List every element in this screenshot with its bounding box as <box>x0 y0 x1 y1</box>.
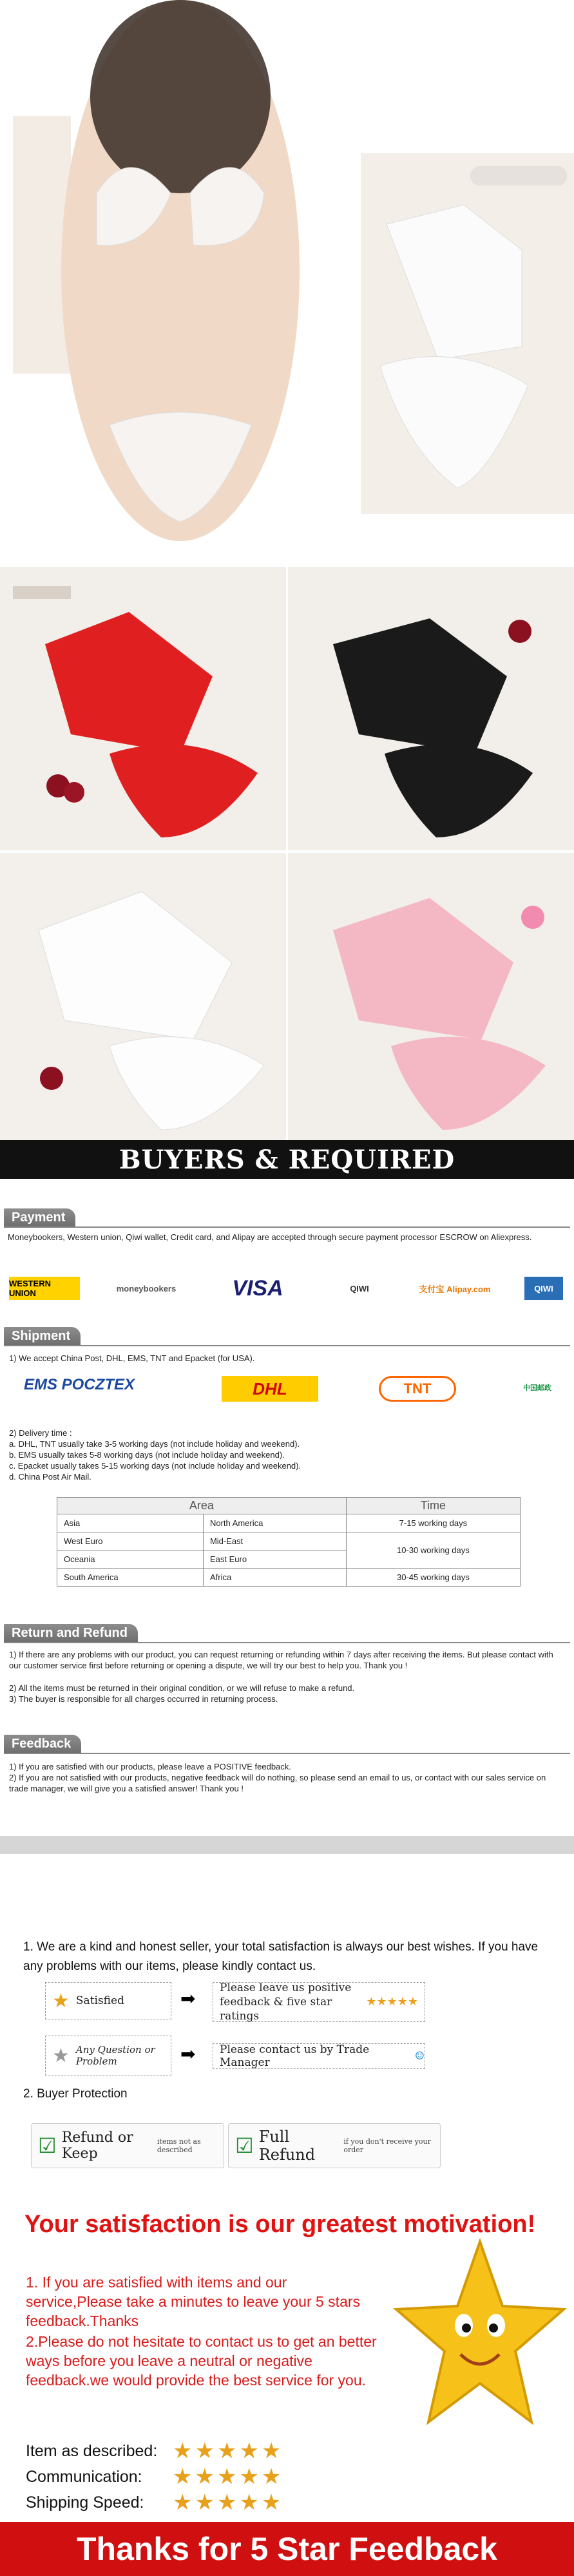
refund-or-keep-sub: items not as described <box>157 2137 201 2154</box>
delivery-title: 2) Delivery time : <box>9 1428 72 1438</box>
delivery-c: c. Epacket usually takes 5-15 working days (not include holiday and weekend). <box>9 1461 301 1471</box>
ems-logo: EMS POCZTEX <box>23 1376 135 1393</box>
moneybookers-logo: moneybookers <box>116 1283 177 1293</box>
delivery-b: b. EMS usually takes 5-8 working days (not include holiday and weekend). <box>9 1450 285 1460</box>
refund-line-1: 1) If there are any problems with our product, you can request returning or refunding within 7 days after receiving the items. But please contact with our customer service first before returning or opening a dispute, we will try our best to help you. Thank you ! <box>9 1650 553 1670</box>
area-cell: Oceania <box>57 1550 204 1569</box>
qiwi-logo-2: QIWI <box>524 1277 563 1300</box>
feedback-heading: Feedback <box>4 1735 81 1753</box>
satisfied-badge <box>45 1982 171 2019</box>
refund-or-keep-card <box>31 2123 224 2168</box>
payment-heading: Payment <box>4 1208 75 1226</box>
trade-manager-box <box>213 2043 425 2069</box>
white-set-photo <box>361 153 574 514</box>
payment-logos <box>9 1275 563 1301</box>
red-set-photo <box>0 567 286 850</box>
time-cell: 30-45 working days <box>346 1569 520 1587</box>
star-mascot <box>393 2235 567 2428</box>
rating-stars-item: ★★★★★ <box>173 2439 284 2463</box>
pink-set-photo <box>288 853 574 1143</box>
satisfaction-p2: 2.Please do not hesitate to contact us to get an better ways before you leave a neutral or negative feedback.we would provide the best service for you. <box>26 2333 377 2389</box>
satisfaction-p1: 1. If you are satisfied with items and our service,Please take a minutes to leave your 5 stars feedback.Thanks <box>26 2274 361 2329</box>
question-badge <box>45 2036 171 2075</box>
check-icon: ☑ <box>235 2133 254 2158</box>
arrow-icon: ➡ <box>180 2044 196 2064</box>
feedback-rule <box>4 1753 570 1754</box>
full-refund-label: Full Refund <box>258 2128 316 2164</box>
dhl-logo: DHL <box>222 1376 318 1402</box>
area-cell: Asia <box>57 1514 204 1532</box>
time-cell: 10-30 working days <box>346 1532 520 1569</box>
rating-stars-shipping: ★★★★★ <box>173 2490 284 2515</box>
five-stars-icon: ★★★★★ <box>366 1995 418 2008</box>
rating-label-communication: Communication: <box>26 2468 142 2486</box>
model-photo <box>0 0 361 554</box>
shipment-heading: Shipment <box>4 1327 81 1345</box>
area-header: Area <box>57 1498 347 1514</box>
table-row <box>57 1514 521 1532</box>
seller-intro: 1. We are a kind and honest seller, your total satisfaction is always our best wishes. If you have any problems with our items, please kindly contact us. <box>23 1940 539 1973</box>
shipment-rule <box>4 1345 570 1346</box>
time-cell: 7-15 working days <box>346 1514 520 1532</box>
china-post-logo: 中国邮政 <box>523 1384 551 1392</box>
question-label: Any Question or Problem <box>75 2044 155 2067</box>
western-union-logo: WESTERN UNION <box>9 1277 80 1300</box>
satisfaction-title: Your satisfaction is our greatest motivation! <box>24 2211 536 2238</box>
trade-manager-icon: ☺ <box>414 2050 425 2063</box>
trade-manager-msg: Please contact us by Trade Manager <box>220 2043 370 2069</box>
satisfied-label: Satisfied <box>75 1994 124 2007</box>
silver-star-icon: ★ <box>52 2044 70 2067</box>
thanks-banner: Thanks for 5 Star Feedback <box>0 2522 574 2576</box>
tnt-logo: TNT <box>379 1376 456 1402</box>
payment-text: Moneybookers, Western union, Qiwi wallet, Credit card, and Alipay are accepted through secure payment processor ESCROW on Aliexpress. <box>8 1232 532 1242</box>
area-cell: East Euro <box>203 1550 346 1569</box>
feedback-line-1: 1) If you are satisfied with our products, please leave a POSITIVE feedback. <box>9 1762 291 1771</box>
delivery-time-table <box>57 1497 521 1587</box>
delivery-a: a. DHL, TNT usually take 3-5 working days (not include holiday and weekend). <box>9 1439 300 1449</box>
check-icon: ☑ <box>38 2133 57 2158</box>
buyers-required-banner: BUYERS & REQUIRED <box>0 1140 574 1179</box>
refund-or-keep-label: Refund or Keep <box>61 2130 133 2162</box>
feedback-line-2: 2) If you are not satisfied with our products, negative feedback will do nothing, so please send an email to us, or contact with our sales service on trade manager, we will give you a satisfied answer! Thank you ! <box>9 1773 546 1793</box>
arrow-icon: ➡ <box>180 1989 196 2008</box>
positive-feedback-msg: Please leave us positive feedback & five star ratings <box>220 1981 352 2023</box>
refund-line-3: 3) The buyer is responsible for all charges occurred in returning process. <box>9 1694 278 1704</box>
area-cell: North America <box>203 1514 346 1532</box>
table-header-row <box>57 1498 521 1514</box>
promo-divider <box>0 1836 574 1854</box>
delivery-d: d. China Post Air Mail. <box>9 1472 91 1482</box>
area-cell: Mid-East <box>203 1532 346 1550</box>
full-refund-card <box>228 2123 441 2168</box>
rating-label-item: Item as described: <box>26 2442 158 2460</box>
time-header: Time <box>346 1498 520 1514</box>
carrier-logos <box>9 1373 563 1408</box>
rating-stars-communication: ★★★★★ <box>173 2465 284 2489</box>
full-refund-sub: if you don't receive your order <box>343 2137 431 2154</box>
buyer-protection-title: 2. Buyer Protection <box>23 2087 128 2101</box>
white-set-photo-2 <box>0 853 286 1143</box>
refund-rule <box>4 1642 570 1643</box>
area-cell: Africa <box>203 1569 346 1587</box>
area-cell: South America <box>57 1569 204 1587</box>
visa-logo: VISA <box>232 1275 283 1301</box>
shipment-line-1: 1) We accept China Post, DHL, EMS, TNT and Epacket (for USA). <box>9 1353 255 1363</box>
table-row <box>57 1569 521 1587</box>
positive-feedback-box <box>213 1982 425 2022</box>
alipay-logo: 支付宝 Alipay.com <box>419 1284 491 1294</box>
refund-heading: Return and Refund <box>4 1624 138 1642</box>
payment-rule <box>4 1226 570 1228</box>
table-row <box>57 1532 521 1550</box>
black-set-photo <box>288 567 574 850</box>
gold-star-icon: ★ <box>52 1989 70 2012</box>
qiwi-logo: QIWI <box>350 1283 369 1293</box>
rating-label-shipping: Shipping Speed: <box>26 2494 144 2512</box>
area-cell: West Euro <box>57 1532 204 1550</box>
refund-line-2: 2) All the items must be returned in their original condition, or we will refuse to make a refund. <box>9 1683 355 1693</box>
